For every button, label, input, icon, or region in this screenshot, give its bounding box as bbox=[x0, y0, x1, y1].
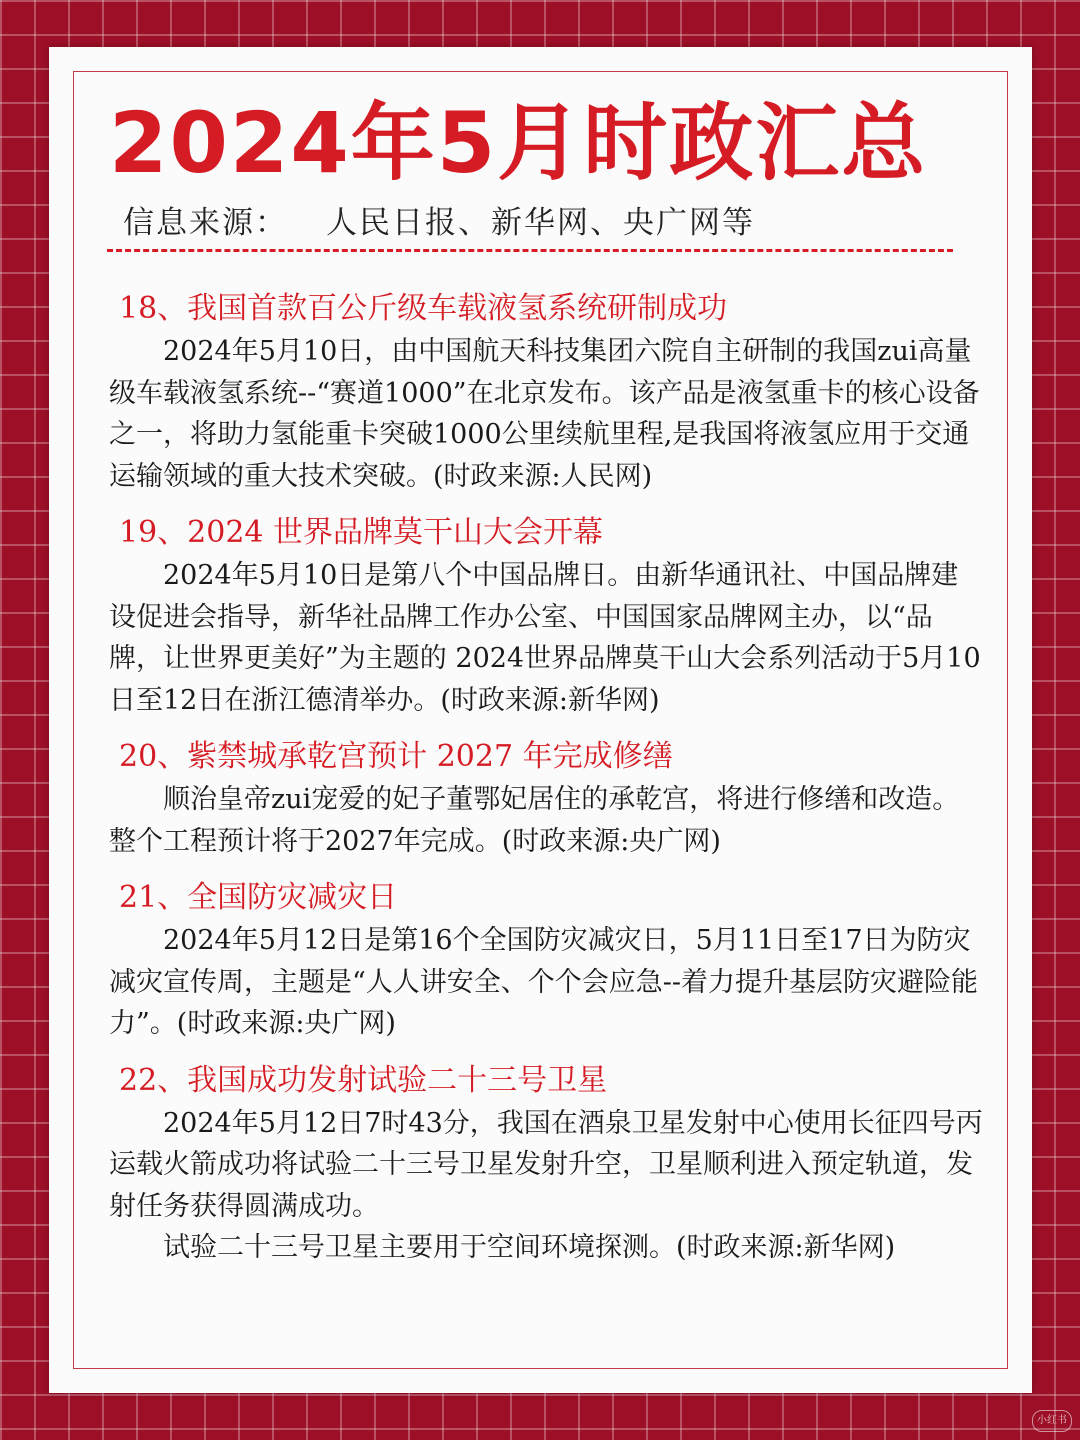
news-item-18 bbox=[109, 287, 984, 497]
news-item-19 bbox=[109, 511, 984, 721]
content-card bbox=[49, 47, 1032, 1393]
news-item-title: 20、紫禁城承乾宫预计 2027 年完成修缮 bbox=[119, 739, 673, 774]
watermark-badge: 小红书 bbox=[1032, 1410, 1072, 1432]
news-item-title: 22、我国成功发射试验二十三号卫星 bbox=[119, 1062, 608, 1098]
news-item-body: 2024年5月10日是第八个中国品牌日。由新华通讯社、中国品牌建设促进会指导，新华社品牌工作办公室、中国国家品牌网主办，以“品牌，让世界更美好”为主题的 2024世界品牌莫干山大会系列活动于5月10日至12日在浙江德清举办。(时政来源:新华网) bbox=[109, 560, 981, 716]
news-item-body: 2024年5月10日，由中国航天科技集团六院自主研制的我国zui高量级车载液氢系统--“赛道1000”在北京发布。该产品是液氢重卡的核心设备之一，将助力氢能重卡突破1000公里续航里程,是我国将液氢应用于交通运输领域的重大技术突破。(时政来源:人民网) bbox=[109, 336, 980, 492]
news-item-21 bbox=[109, 876, 984, 1045]
news-item-20 bbox=[109, 735, 984, 862]
source-line bbox=[123, 197, 755, 242]
news-item-title: 19、2024 世界品牌莫干山大会开幕 bbox=[119, 515, 604, 550]
news-item-body: 顺治皇帝zui宠爱的妃子董鄂妃居住的承乾宫，将进行修缮和改造。整个工程预计将于2027年完成。(时政来源:央广网) bbox=[109, 784, 960, 857]
source-label: 信息来源： bbox=[123, 205, 288, 241]
news-item-body: 2024年5月12日7时43分，我国在酒泉卫星发射中心使用长征四号丙运载火箭成功将试验二十三号卫星发射升空，卫星顺利进入预定轨道，发射任务获得圆满成功。 bbox=[109, 1107, 983, 1222]
news-item-title: 18、我国首款百公斤级车载液氢系统研制成功 bbox=[119, 291, 728, 326]
news-item-22 bbox=[109, 1059, 984, 1269]
news-item-title: 21、全国防灾减灾日 bbox=[119, 880, 398, 915]
source-value: 人民日报、新华网、央广网等 bbox=[326, 205, 755, 241]
news-list bbox=[109, 287, 984, 1283]
page-title: 2024年5月时政汇总 bbox=[109, 94, 928, 192]
news-item-body: 试验二十三号卫星主要用于空间环境探测。(时政来源:新华网) bbox=[163, 1232, 896, 1263]
news-item-body: 2024年5月12日是第16个全国防灾减灾日，5月11日至17日为防灾减灾宣传周，主题是“人人讲安全、个个会应急--着力提升基层防灾避险能力”。(时政来源:央广网) bbox=[109, 925, 979, 1039]
dashed-divider bbox=[107, 249, 953, 252]
